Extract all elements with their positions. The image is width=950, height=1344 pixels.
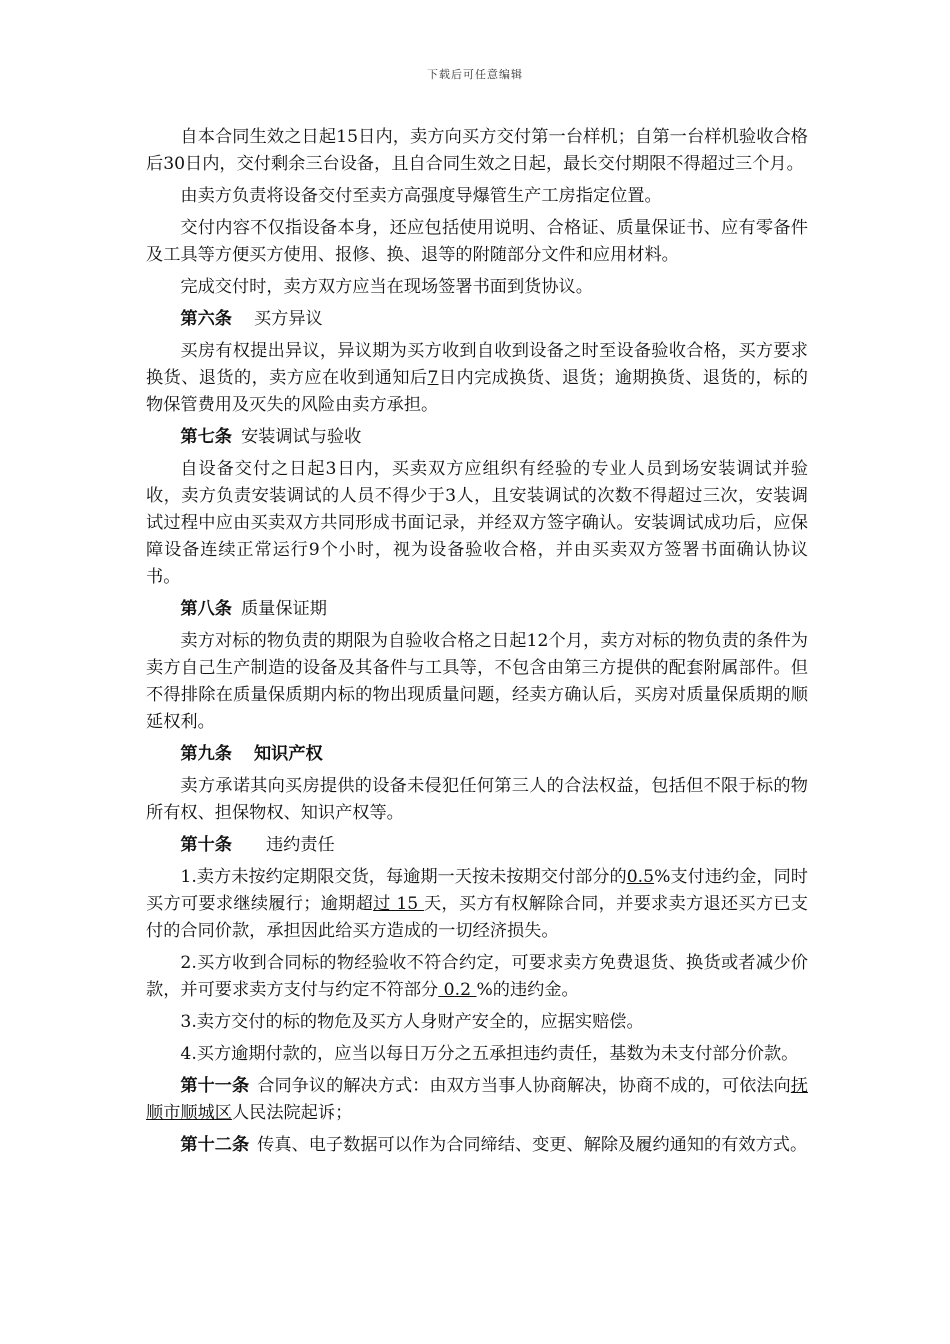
article10-item2-post: %的违约金。: [476, 980, 579, 1000]
article11-body-post: 人民法院起诉；: [231, 1103, 353, 1123]
article12: [146, 1132, 808, 1159]
article6-body-pre: 买房有权提出异议，异议期为买方收到自收到设备之时至设备验收合格，买方要求换货、退货的，卖方应在收到通知后: [146, 341, 808, 388]
delivery-agreement-paragraph: 完成交付时，卖方双方应当在现场签署书面到货协议。: [180, 277, 593, 297]
article10-item1-rate: 0.5: [626, 867, 655, 887]
article6-title: 买方异议: [253, 309, 323, 329]
article7-body: 自设备交付之日起3日内，买卖双方应组织有经验的专业人员到场安装调试并验收，卖方负责安装调试的人员不得少于3人，且安装调试的次数不得超过三次，安装调试过程中应由买卖双方共同形成书面记录，并经双方签字确认。安装调试成功后，应保障设备连续正常运行9个小时，视为设备验收合格，并由买卖双方签署书面确认协议书。: [146, 459, 808, 587]
article12-body: 传真、电子数据可以作为合同缔结、变更、解除及履约通知的有效方式。: [257, 1135, 808, 1155]
article10-item1: [146, 864, 808, 945]
article10-item1-post: 天，买方有权解除合同，并要求卖方退还买方已支付的合同价款，承担因此给买方造成的一切经济损失。: [146, 894, 808, 941]
article11-heading: 第十一条: [180, 1076, 250, 1096]
article6-body: [146, 338, 808, 419]
article11-court: 抚顺市顺城区: [146, 1076, 808, 1123]
article8-body: 卖方对标的物负责的期限为自验收合格之日起12个月，卖方对标的物负责的条件为卖方自己生产制造的设备及其备件与工具等，不包含由第三方提供的配套附属部件。但不得排除在质量保质期内标的物出现质量问题，经卖方确认后，买房对质量保质期的顺延权利。: [146, 631, 808, 732]
delivery-location-paragraph: 由卖方负责将设备交付至卖方高强度导爆管生产工房指定位置。: [180, 186, 662, 206]
article10-heading: 第十条: [180, 835, 232, 855]
article7-heading: 第七条: [180, 427, 232, 447]
article10-item2-pre: 2.买方收到合同标的物经验收不符合约定，可要求卖方免费退货、换货或者减少价款，并可要求卖方支付与约定不符部分: [146, 953, 808, 1000]
article6-heading-line: [146, 306, 808, 333]
article6-days: 7: [427, 368, 439, 388]
article11-body-pre: 合同争议的解决方式：由双方当事人协商解决，协商不成的，可依法向: [257, 1076, 791, 1096]
article10-item1-mid: %支付违约金，同时买方可要求继续履行；逾期超: [146, 867, 808, 914]
article10-item2: [146, 950, 808, 1004]
delivery-contents-paragraph: 交付内容不仅指设备本身，还应包括使用说明、合格证、质量保证书、应有零备件及工具等方便买方使用、报修、换、退等的附随部分文件和应用材料。: [146, 218, 808, 265]
article8-title: 质量保证期: [240, 599, 327, 619]
article7-title: 安装调试与验收: [240, 427, 362, 447]
article9-heading: 第九条: [180, 744, 232, 764]
article8-heading: 第八条: [180, 599, 232, 619]
delivery-schedule-paragraph: 自本合同生效之日起15日内，卖方向买方交付第一台样机；自第一台样机验收合格后30日内，交付剩余三台设备，且自合同生效之日起，最长交付期限不得超过三个月。: [146, 127, 808, 174]
article10-item4: 4.买方逾期付款的，应当以每日万分之五承担违约责任，基数为未支付部分价款。: [180, 1044, 799, 1064]
article10-heading-line: [146, 832, 808, 859]
article10-title: 违约责任: [265, 835, 335, 855]
article9-body: 卖方承诺其向买房提供的设备未侵犯任何第三人的合法权益，包括但不限于标的物所有权、担保物权、知识产权等。: [146, 776, 808, 823]
page-header: 下载后可任意编辑: [427, 68, 523, 81]
article12-heading: 第十二条: [180, 1135, 250, 1155]
article10-item3: 3.卖方交付的标的物危及买方人身财产安全的，应据实赔偿。: [180, 1012, 644, 1032]
article10-item1-days: 过 15: [373, 894, 424, 914]
contract-body: [146, 124, 808, 1164]
article8-heading-line: [146, 596, 808, 623]
article10-item1-pre: 1.卖方未按约定期限交货，每逾期一天按未按期交付部分的: [180, 867, 627, 887]
article10-item2-rate: 0.2: [438, 980, 477, 1000]
article6-body-post: 日内完成换货、退货；逾期换货、退货的，标的物保管费用及灭失的风险由卖方承担。: [146, 368, 808, 415]
article9-heading-line: [146, 741, 808, 768]
article9-title: 知识产权: [253, 744, 323, 764]
article6-heading: 第六条: [180, 309, 232, 329]
article7-heading-line: [146, 424, 808, 451]
article11: [146, 1073, 808, 1127]
